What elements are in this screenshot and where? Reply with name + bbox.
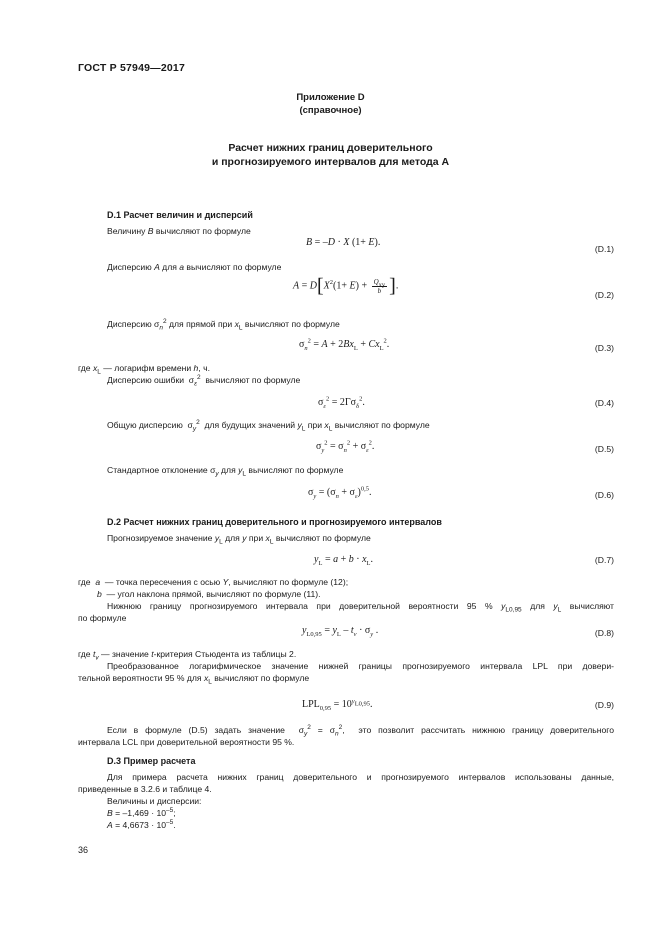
value-b-exponent: –5 [166,807,174,815]
eq-number-d4: (D.4) [594,398,614,408]
text-where-tv: где $t_v$ — значение t-критерия Стьюдента из таблицы 2. [78,649,297,662]
text-where-xl: где $x_L$ — логарифм времени h, ч. [78,363,210,376]
eq-number-d3: (D.3) [594,343,614,353]
text-lpl-b: тельной вероятности 95 % для $x_L$ вычисляют по формуле [78,673,310,686]
eq-number-d2: (D.2) [594,290,614,300]
eq-number-d9: (D.9) [594,700,614,710]
standard-designation: ГОСТ Р 57949—2017 [78,62,186,74]
section-d1-heading: D.1 Расчет величин и дисперсий [107,210,253,220]
page-number: 36 [78,845,89,855]
text-lcl-b: интервала LCL при доверительной вероятности 95 %. [78,737,295,747]
eq-number-d1: (D.1) [594,244,614,254]
formula-d1: B = –D · X (1+ E). [306,237,381,248]
formula-d5: $\sigma_y^2 = \sigma_n^2 + \sigma_\varepsilon^2$. [316,439,375,454]
text-yl-intro: Прогнозируемое значение $y_L$ для y при $x_L$ вычисляют по формуле [107,533,371,546]
text-std-dev-intro: Стандартное отклонение $\sigma_y$ для $y_L$ вычисляют по формуле [107,465,344,478]
eq-number-d7: (D.7) [594,555,614,565]
text-example-a: Для примера расчета нижних границ доверительного и прогнозируемого интервалов использованы данные, [107,772,614,782]
formula-d8: $y_{L0,95} = y_L - t_v \cdot \sigma_y$ . [302,625,379,638]
section-d2-heading: D.2 Расчет нижних границ доверительного и прогнозируемого интервалов [107,517,442,527]
value-a-exponent: –5 [166,819,174,827]
annex-main-title [0,141,661,169]
value-b: $B = -1,469 \cdot 10^{-5}$; [107,807,176,818]
annex-type: (справочное) [299,105,362,116]
text-where-a: где a — точка пересечения с осью Y, вычисляют по формуле (12); [78,577,349,587]
text-sigma-e-intro: Дисперсию ошибки $\sigma_\varepsilon^2$ вычисляют по формуле [107,374,301,388]
text-a-intro: Дисперсию A для a вычисляют по формуле [107,262,282,272]
text-lcl-a: Если в формуле (D.5) задать значение $\sigma_y^2 = \sigma_n^2$, это позволит рассчитать нижнюю границу доверительного [107,724,614,738]
text-sigma-n-intro: Дисперсию $\sigma_n^2$ для прямой при $x_L$ вычисляют по формуле [107,318,340,332]
title-line-1: Расчет нижних границ доверительного [228,142,433,154]
value-a-number: 4,6673 · 10 [122,820,167,830]
formula-d6: $\sigma_y = (\sigma_n + \sigma_\varepsilon)^{0,5}$. [308,485,372,500]
annex-heading [0,91,661,117]
section-d3-heading: D.3 Пример расчета [107,756,196,766]
formula-d4: $\sigma_\varepsilon^2 = 2\Gamma\sigma_\delta^2$. [318,395,365,410]
text-example-b: приведенные в 3.2.6 и таблице 4. [78,784,212,794]
annex-title: Приложение D [296,92,365,103]
text-sigma-y-intro: Общую дисперсию $\sigma_y^2$ для будущих значений $y_L$ при $x_L$ вычисляют по формуле [107,419,430,433]
text-where-b: b — угол наклона прямой, вычисляют по формуле (11). [97,589,321,599]
formula-d9: $LPL_{0,95} = 10^{y_{L0,95}}$. [302,697,373,712]
value-a: $A = 4,6673 \cdot 10^{-5}$. [107,819,176,830]
formula-d3: $\sigma_n^2 = A + 2Bx_L + Cx_L^2$. [299,337,390,352]
text-lower-limit-a: Нижнюю границу прогнозируемого интервала при доверительной вероятности 95 % $y_{L0,95}$ для $y_L$ вычисляют [107,601,614,614]
formula-d2: $A = D[X^2(1+ E)$ + $\frac{Q_{xy}}{b}$ ]. [293,275,399,297]
value-b-number: –1,469 · 10 [122,808,167,818]
formula-d7: $y_L = a + b \cdot x_L$. [314,554,373,567]
text-lower-limit-b: по формуле [78,613,127,623]
eq-number-d5: (D.5) [594,444,614,454]
text-b-intro: Величину B вычисляют по формуле [107,226,251,236]
text-values-label: Величины и дисперсии: [107,796,202,806]
eq-number-d6: (D.6) [594,490,614,500]
text-lpl-a: Преобразованное логарифмическое значение нижней границы прогнозируемого интервала LPL при довери- [107,661,614,671]
title-line-2: и прогнозируемого интервалов для метода А [211,156,450,168]
eq-number-d8: (D.8) [594,628,614,638]
